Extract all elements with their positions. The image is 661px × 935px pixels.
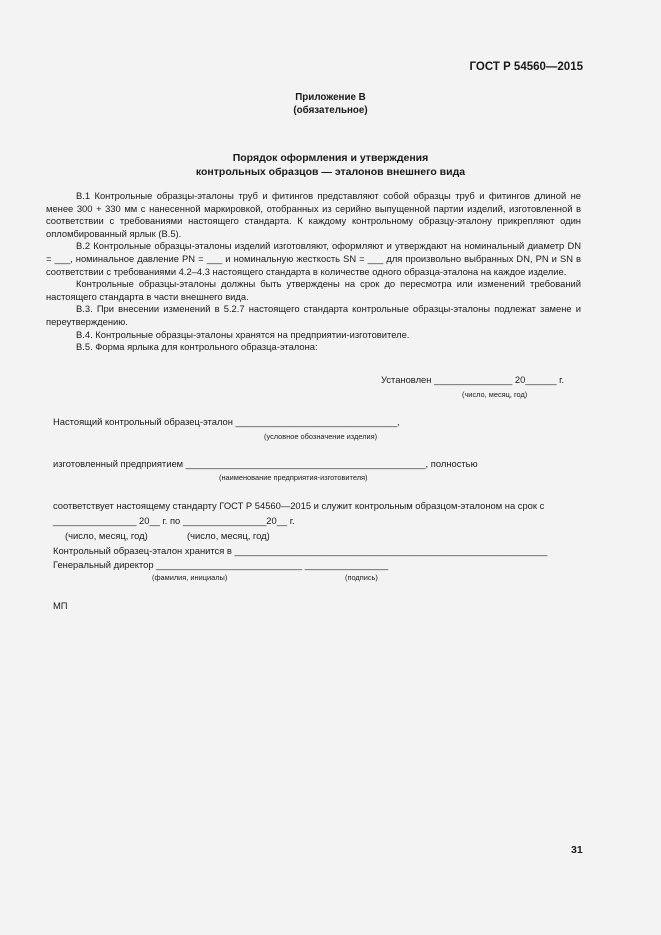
director-caption-name: (фамилия, инициалы) — [152, 573, 228, 582]
period-caption-to: (число, месяц, год) — [187, 530, 270, 541]
period-line: ________________ 20__ г. по ________________20__ г. — [53, 515, 295, 526]
section-title-line1: Порядок оформления и утверждения — [232, 152, 429, 164]
standard-designation: ГОСТ Р 54560—2015 — [469, 61, 583, 73]
maker-caption: (наименование предприятия-изготовителя) — [219, 473, 368, 482]
sample-line: Настоящий контрольный образец-эталон _______________________________, — [53, 416, 400, 427]
appendix-type: (обязательное) — [293, 105, 368, 116]
maker-line: изготовленный предприятием ______________________________________________, полностью — [53, 458, 478, 469]
conform-line: соответствует настоящему стандарту ГОСТ Р 54560—2015 и служит контрольным образцом-эталоном на срок с — [53, 500, 545, 511]
paragraph-b3: В.3. При внесении изменений в 5.2.7 настоящего стандарта контрольные образцы-эталоны подлежат замене и переутверждению. — [46, 303, 581, 327]
paragraph-b5: В.5. Форма ярлыка для контрольного образца-эталона: — [76, 341, 318, 353]
body-text — [46, 190, 581, 354]
paragraph-b2: В.2 Контрольные образцы-эталоны изделий изготовляют, оформляют и утверждают на номинальный диаметр DN = ___, номинальное давление PN = ___ и номинальную жесткость SN = ___ для произвольно выбранных DN, PN и SN в соответствии с требованиями 4.2–4.3 настоящего стандарта в количестве одного образца-эталона на каждое изделие. — [46, 240, 581, 277]
sample-caption: (условное обозначение изделия) — [264, 432, 378, 441]
director-caption-sign: (подпись) — [345, 573, 378, 582]
appendix-label: Приложение В — [295, 92, 366, 103]
stored-line: Контрольный образец-эталон хранится в ____________________________________________________________ — [53, 545, 548, 556]
established-caption: (число, месяц, год) — [462, 390, 528, 399]
director-line: Генеральный директор ____________________________ ________________ — [53, 559, 389, 570]
established-line: Установлен _______________ 20______ г. — [381, 374, 565, 385]
period-caption-from: (число, месяц, год) — [65, 530, 148, 541]
page-number: 31 — [571, 844, 583, 856]
section-title-line2: контрольных образцов — эталонов внешнего вида — [195, 166, 466, 178]
paragraph-b4: В.4. Контрольные образцы-эталоны хранятся на предприятии-изготовителе. — [76, 328, 410, 340]
stamp-mark: МП — [53, 600, 68, 611]
paragraph-b1: В.1 Контрольные образцы-эталоны труб и фитингов представляют собой образцы труб и фитингов длиной не менее 300 + 330 мм с нанесенной маркировкой, отобранных из серийно выпущенной партии изделий, изготовленной в соответствии с требованиями настоящего стандарта. К каждому контрольному образцу-эталону прикрепляют один опломбированный ярлык (В.5). — [46, 190, 581, 239]
paragraph-approval: Контрольные образцы-эталоны должны быть утверждены на срок до пересмотра или изменений требований настоящего стандарта в части внешнего вида. — [46, 278, 581, 302]
